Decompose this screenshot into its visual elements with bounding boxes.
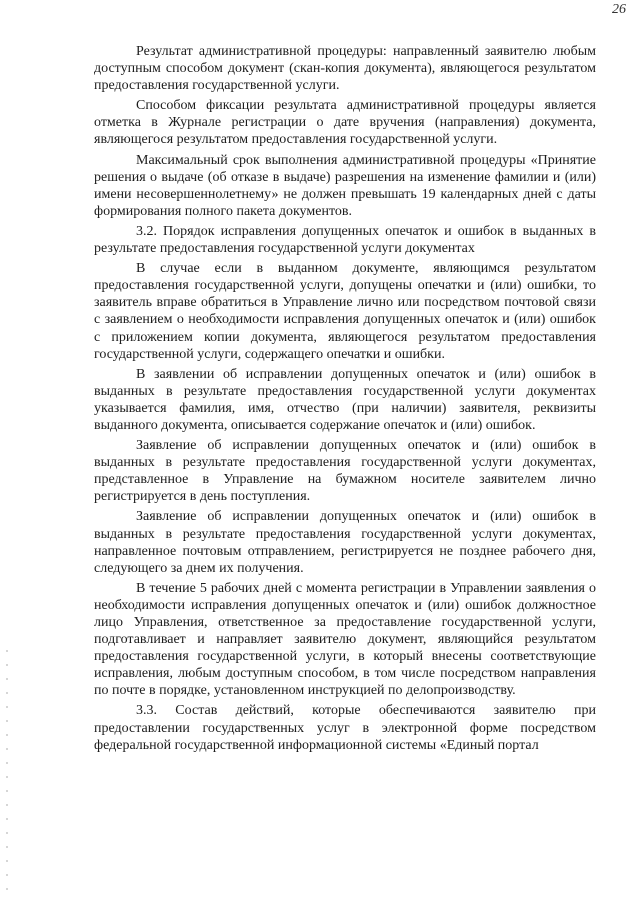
document-body: [94, 43, 596, 754]
paragraph-postal-registration: Заявление об исправлении допущенных опечаток и (или) ошибок в выданных в результате предоставления государственной услуги документах, направленное почтовым отправлением, регистрируется не позднее рабочего дня, следующего за днем их получения.: [94, 509, 596, 576]
section-heading-3-2: 3.2. Порядок исправления допущенных опечаток и ошибок в выданных в результате предоставления государственной услуги документах: [94, 223, 596, 257]
paragraph-paper-registration: Заявление об исправлении допущенных опечаток и (или) ошибок в выданных в результате предоставления государственной услуги документах, представленное в Управление на бумажном носителе заявителем лично регистрируется в день поступления.: [94, 438, 596, 505]
section-heading-3-3: 3.3. Состав действий, которые обеспечиваются заявителю при предоставлении государственных услуг в электронной форме посредством федеральной государственной информационной системы «Единый портал: [94, 703, 596, 753]
paragraph-fixation-method: Способом фиксации результата административной процедуры является отметка в Журнале регистрации о дате вручения (направления) документа, являющегося результатом предоставления государственной услуги.: [94, 98, 596, 148]
paragraph-result-of-procedure: Результат административной процедуры: направленный заявителю любым доступным способом документ (скан-копия документа), являющегося результатом предоставления государственной услуги.: [94, 44, 596, 94]
paragraph-correction-deadline: В течение 5 рабочих дней с момента регистрации в Управлении заявления о необходимости исправления допущенных опечаток и (или) ошибок должностное лицо Управления, ответственное за предоставление государственной услуги, подготавливает и направляет заявителю документ, являющийся результатом предоставления государственной услуги, в который внесены соответствующие исправления, любым доступным способом, в том числе посредством направления по почте в порядке, установленном инструкцией по делопроизводству.: [94, 580, 596, 699]
paragraph-application-contents: В заявлении об исправлении допущенных опечаток и (или) ошибок в выданных в результате предоставления государственной услуги документах указывается фамилия, имя, отчество (при наличии) заявителя, реквизиты выданного документа, описывается содержание опечаток и (или) ошибок.: [94, 366, 596, 433]
paragraph-max-duration: Максимальный срок выполнения административной процедуры «Принятие решения о выдаче (об отказе в выдаче) разрешения на изменение фамилии и (или) имени несовершеннолетнему» не должен превышать 19 календарных дней с даты формирования полного пакета документов.: [94, 152, 596, 219]
scan-margin-artifact: [6, 650, 8, 890]
paragraph-error-correction-request: В случае если в выданном документе, являющимся результатом предоставления государственной услуги, допущены опечатки и (или) ошибки, то заявитель вправе обратиться в Управление лично или посредством почтовой связи с заявлением о необходимости исправления допущенных опечаток и (или) ошибок с приложением копии документа, являющегося результатом предоставления государственной услуги, содержащего опечатки и ошибки.: [94, 261, 596, 362]
page-number: 26: [612, 2, 626, 17]
